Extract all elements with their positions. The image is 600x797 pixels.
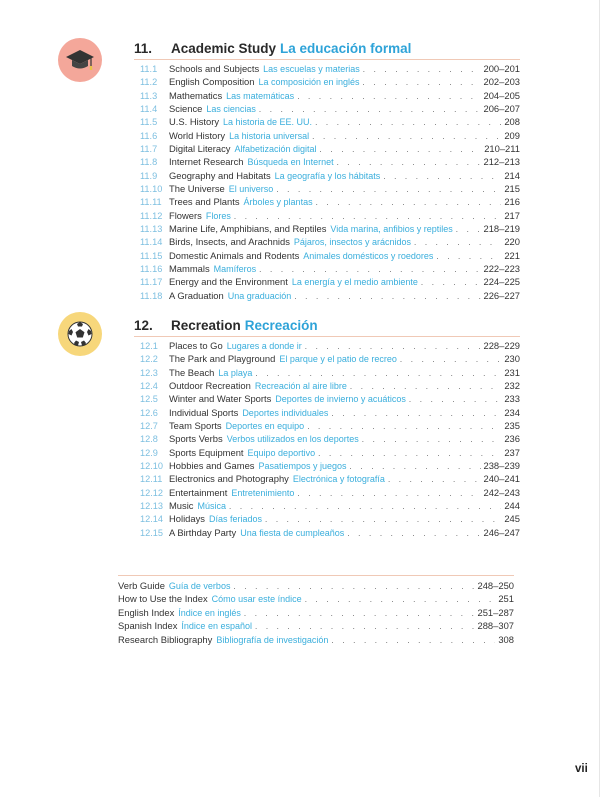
dot-leader xyxy=(318,447,501,460)
entry-title-es: Bibliografía de investigación xyxy=(216,634,329,645)
dot-leader xyxy=(259,263,480,276)
entry-title-es: Una graduación xyxy=(227,290,292,301)
entry-title-es: Música xyxy=(197,500,226,511)
toc-entry[interactable] xyxy=(140,526,520,539)
section-title-es: La educación formal xyxy=(280,41,412,56)
entry-page: 221 xyxy=(504,249,520,261)
entry-page: 233 xyxy=(504,393,520,405)
toc-entry[interactable] xyxy=(140,182,520,195)
entry-number: 11.1 xyxy=(140,64,158,74)
dot-leader xyxy=(363,63,481,76)
entry-page: 202–203 xyxy=(483,76,520,88)
entry-number: 12.10 xyxy=(140,460,163,471)
dot-leader xyxy=(259,103,481,116)
entry-page: 232 xyxy=(504,379,520,391)
entry-page: 208 xyxy=(504,116,520,128)
entry-number: 11.15 xyxy=(140,250,163,261)
entry-page: 212–213 xyxy=(483,156,520,168)
entry-title-en: A Graduation xyxy=(169,289,224,301)
entry-number: 11.3 xyxy=(140,90,158,101)
toc-entry[interactable] xyxy=(140,339,520,352)
entry-number: 11.4 xyxy=(140,103,158,114)
toc-list xyxy=(140,339,520,539)
entry-page: 210–211 xyxy=(484,142,520,154)
soccer-ball-icon xyxy=(58,312,102,356)
entry-title-en: A Birthday Party xyxy=(169,526,237,538)
entry-number: 11.17 xyxy=(140,277,163,288)
section-heading xyxy=(134,41,520,60)
entry-number: 12.15 xyxy=(140,527,163,538)
toc-entry[interactable] xyxy=(118,579,514,592)
entry-title-en: Mammals xyxy=(169,262,210,274)
entry-title-es: Lugares a donde ir xyxy=(226,341,302,351)
section-number: 12. xyxy=(134,318,153,333)
toc-entry[interactable] xyxy=(118,633,514,646)
entry-number: 11.9 xyxy=(140,170,158,181)
entry-number: 12.5 xyxy=(140,394,158,405)
entry-number: 11.16 xyxy=(140,263,163,274)
entry-title-en: Mathematics xyxy=(169,89,223,101)
entry-title-es: Guía de verbos xyxy=(168,581,231,591)
entry-title-en: Birds, Insects, and Arachnids xyxy=(169,236,290,248)
section-title-en: Recreation xyxy=(171,318,241,333)
dot-leader xyxy=(265,513,501,526)
toc-list xyxy=(140,62,520,302)
entry-title-es: Entretenimiento xyxy=(231,487,295,498)
dot-leader xyxy=(388,473,481,486)
entry-number: 12.6 xyxy=(140,407,158,418)
toc-entry[interactable] xyxy=(140,275,520,288)
entry-title-es: Alfabetización digital xyxy=(234,143,317,154)
entry-page: 228–229 xyxy=(483,340,520,351)
dot-leader xyxy=(297,90,480,103)
entry-title-es: Las ciencias xyxy=(206,103,256,114)
entry-title-es: Árboles y plantas xyxy=(243,197,313,208)
toc-entry[interactable] xyxy=(140,129,520,142)
toc-entry[interactable] xyxy=(140,155,520,168)
entry-number: 12.11 xyxy=(140,474,163,485)
entry-title-es: Flores xyxy=(205,210,231,221)
entry-title-en: The Park and Playground xyxy=(169,353,276,365)
page-number: vii xyxy=(575,763,588,775)
entry-title-en: Internet Research xyxy=(169,156,244,168)
toc-entry[interactable] xyxy=(140,459,520,472)
toc-entry[interactable] xyxy=(140,115,520,128)
toc-entry[interactable] xyxy=(118,606,514,619)
entry-number: 12.8 xyxy=(140,434,158,445)
entry-page: 238–239 xyxy=(483,459,520,471)
entry-page: 226–227 xyxy=(483,289,520,301)
toc-entry[interactable] xyxy=(140,512,520,525)
toc-entry[interactable] xyxy=(118,592,514,605)
entry-title-es: Días feriados xyxy=(208,514,262,525)
entry-page: 215 xyxy=(504,182,520,194)
dot-leader xyxy=(315,116,501,129)
dot-leader xyxy=(331,407,501,420)
entry-title-en: The Universe xyxy=(169,182,225,194)
entry-title-en: Research Bibliography xyxy=(118,633,213,645)
entry-title-es: Una fiesta de cumpleaños xyxy=(240,527,345,538)
entry-title-en: Music xyxy=(169,499,194,511)
dot-leader xyxy=(234,210,502,223)
entry-title-es: El universo xyxy=(228,183,274,194)
entry-title-en: Trees and Plants xyxy=(169,196,240,208)
toc-entry[interactable] xyxy=(140,222,520,235)
entry-title-en: World History xyxy=(169,129,226,141)
entry-page: 251 xyxy=(498,593,514,605)
entry-number: 11.10 xyxy=(140,183,163,194)
entry-title-en: Winter and Water Sports xyxy=(169,393,272,405)
entry-title-es: Verbos utilizados en los deportes xyxy=(226,434,359,445)
entry-page: 206–207 xyxy=(483,102,520,114)
section-title-en: Academic Study xyxy=(171,41,277,56)
dot-leader xyxy=(316,196,502,209)
dot-leader xyxy=(436,250,501,263)
toc-entry[interactable] xyxy=(140,142,520,155)
entry-number: 12.12 xyxy=(140,487,163,498)
dot-leader xyxy=(229,500,501,513)
entry-page: 245 xyxy=(504,513,520,525)
dot-leader xyxy=(312,130,501,143)
entry-title-es: Deportes individuales xyxy=(242,407,329,418)
entry-number: 12.13 xyxy=(140,500,163,511)
toc-entry[interactable] xyxy=(140,262,520,275)
toc-entry[interactable] xyxy=(140,392,520,405)
toc-entry[interactable] xyxy=(140,209,520,222)
entry-title-es: Deportes en equipo xyxy=(225,420,305,431)
entry-title-en: English Index xyxy=(118,606,175,618)
entry-title-en: How to Use the Index xyxy=(118,593,208,605)
entry-title-en: The Beach xyxy=(169,366,215,378)
entry-title-es: La composición en inglés xyxy=(258,77,360,88)
entry-number: 11.8 xyxy=(140,157,158,168)
dot-leader xyxy=(337,156,481,169)
entry-title-en: Domestic Animals and Rodents xyxy=(169,249,300,261)
entry-title-es: Mamíferos xyxy=(213,263,257,274)
entry-number: 12.7 xyxy=(140,420,158,431)
entry-number: 11.14 xyxy=(140,237,163,248)
dot-leader xyxy=(305,340,481,353)
entry-page: 209 xyxy=(504,129,520,141)
entry-page: 204–205 xyxy=(483,89,520,101)
entry-title-es: La historia de EE. UU. xyxy=(223,117,313,128)
toc-entry[interactable] xyxy=(140,195,520,208)
toc-entry[interactable] xyxy=(140,169,520,182)
toc-entry[interactable] xyxy=(140,432,520,445)
entry-title-en: Science xyxy=(169,102,203,114)
entry-page: 236 xyxy=(504,433,520,445)
dot-leader xyxy=(276,183,501,196)
entry-title-en: Outdoor Recreation xyxy=(169,379,251,391)
entry-page: 217 xyxy=(504,209,520,221)
entry-page: 288–307 xyxy=(477,620,514,632)
entry-title-es: Las escuelas y materias xyxy=(263,64,360,74)
toc-entry[interactable] xyxy=(140,419,520,432)
entry-page: 231 xyxy=(504,366,520,378)
entry-page: 235 xyxy=(504,419,520,431)
dot-leader xyxy=(421,276,481,289)
entry-title-en: Verb Guide xyxy=(118,580,165,591)
entry-number: 11.11 xyxy=(140,197,162,208)
toc-entry[interactable] xyxy=(140,406,520,419)
dot-leader xyxy=(456,223,481,236)
entry-number: 12.1 xyxy=(140,341,158,351)
entry-title-es: La historia universal xyxy=(229,130,310,141)
entry-page: 248–250 xyxy=(477,580,514,591)
toc-entry[interactable] xyxy=(140,446,520,459)
entry-title-es: Índice en inglés xyxy=(178,607,241,618)
toc-entry[interactable] xyxy=(140,235,520,248)
entry-title-es: Búsqueda en Internet xyxy=(247,157,334,168)
dot-leader xyxy=(305,593,496,606)
entry-page: 244 xyxy=(504,499,520,511)
entry-title-en: Hobbies and Games xyxy=(169,459,255,471)
entry-title-es: La geografía y los hábitats xyxy=(274,170,381,181)
entry-title-en: Individual Sports xyxy=(169,406,239,418)
entry-title-es: Animales domésticos y roedores xyxy=(303,250,434,261)
entry-title-es: Cómo usar este índice xyxy=(211,594,302,605)
entry-page: 214 xyxy=(504,169,520,181)
toc-entry[interactable] xyxy=(140,289,520,302)
entry-number: 12.3 xyxy=(140,367,158,378)
dot-leader xyxy=(255,367,501,380)
entry-page: 230 xyxy=(504,353,520,365)
entry-number: 11.2 xyxy=(140,77,158,88)
entry-title-en: Marine Life, Amphibians, and Reptiles xyxy=(169,222,327,234)
toc-entry[interactable] xyxy=(140,486,520,499)
entry-number: 11.12 xyxy=(140,210,163,221)
entry-title-en: Flowers xyxy=(169,209,202,221)
entry-title-es: Recreación al aire libre xyxy=(254,380,347,391)
entry-number: 12.2 xyxy=(140,354,158,365)
entry-page: 224–225 xyxy=(483,276,520,288)
toc-entry[interactable] xyxy=(140,352,520,365)
entry-page: 237 xyxy=(504,446,520,458)
back-matter-list xyxy=(118,575,514,646)
toc-entry[interactable] xyxy=(140,379,520,392)
entry-title-en: Places to Go xyxy=(169,340,223,351)
toc-entry[interactable] xyxy=(140,472,520,485)
entry-title-en: Schools and Subjects xyxy=(169,63,260,74)
entry-number: 11.13 xyxy=(140,223,163,234)
entry-title-en: Holidays xyxy=(169,513,205,525)
entry-number: 11.6 xyxy=(140,130,158,141)
dot-leader xyxy=(320,143,482,156)
entry-title-en: Sports Verbs xyxy=(169,433,223,445)
dot-leader xyxy=(294,290,480,303)
entry-page: 218–219 xyxy=(483,222,520,234)
entry-title-en: U.S. History xyxy=(169,116,220,128)
entry-title-en: Geography and Habitats xyxy=(169,169,271,181)
dot-leader xyxy=(350,460,481,473)
toc-entry[interactable] xyxy=(140,102,520,115)
entry-title-en: Spanish Index xyxy=(118,620,178,632)
entry-page: 251–287 xyxy=(477,606,514,618)
entry-page: 216 xyxy=(504,196,520,208)
entry-number: 12.9 xyxy=(140,447,158,458)
toc-entry[interactable] xyxy=(140,75,520,88)
entry-page: 220 xyxy=(504,236,520,248)
entry-title-es: Electrónica y fotografía xyxy=(292,474,385,485)
entry-page: 200–201 xyxy=(483,63,520,74)
entry-title-en: English Composition xyxy=(169,76,255,88)
toc-entry[interactable] xyxy=(140,89,520,102)
dot-leader xyxy=(233,580,474,593)
dot-leader xyxy=(350,380,501,393)
entry-title-es: Pasatiempos y juegos xyxy=(258,460,347,471)
dot-leader xyxy=(414,236,501,249)
entry-page: 234 xyxy=(504,406,520,418)
dot-leader xyxy=(347,527,480,540)
dot-leader xyxy=(244,607,475,620)
entry-title-es: El parque y el patio de recreo xyxy=(279,354,397,365)
section-number: 11. xyxy=(134,41,153,56)
toc-entry[interactable] xyxy=(140,62,520,75)
dot-leader xyxy=(383,170,501,183)
entry-title-es: Equipo deportivo xyxy=(247,447,316,458)
dot-leader xyxy=(363,76,481,89)
entry-title-en: Sports Equipment xyxy=(169,446,244,458)
toc-entry[interactable] xyxy=(140,366,520,379)
dot-leader xyxy=(307,420,501,433)
entry-title-es: Pájaros, insectos y arácnidos xyxy=(293,237,411,248)
dot-leader xyxy=(409,393,501,406)
entry-title-en: Team Sports xyxy=(169,419,222,431)
entry-number: 12.4 xyxy=(140,380,158,391)
toc-entry[interactable] xyxy=(118,619,514,632)
entry-number: 12.14 xyxy=(140,514,163,525)
entry-title-en: Digital Literacy xyxy=(169,142,231,154)
entry-page: 308 xyxy=(498,633,514,645)
dot-leader xyxy=(297,487,480,500)
section-heading xyxy=(134,318,520,337)
entry-title-es: La playa xyxy=(218,367,253,378)
entry-title-es: Las matemáticas xyxy=(226,90,295,101)
entry-page: 242–243 xyxy=(483,486,520,498)
entry-page: 246–247 xyxy=(483,526,520,538)
dot-leader xyxy=(255,620,475,633)
entry-number: 11.5 xyxy=(140,117,158,128)
toc-entry[interactable] xyxy=(140,499,520,512)
entry-title-en: Energy and the Environment xyxy=(169,276,288,288)
entry-title-es: La energía y el medio ambiente xyxy=(291,277,418,288)
entry-title-es: Deportes de invierno y acuáticos xyxy=(275,394,406,405)
entry-title-en: Electronics and Photography xyxy=(169,473,289,485)
entry-number: 11.7 xyxy=(140,143,158,154)
graduation-cap-icon xyxy=(58,38,102,82)
toc-entry[interactable] xyxy=(140,249,520,262)
entry-page: 222–223 xyxy=(483,262,520,274)
dot-leader xyxy=(400,353,501,366)
dot-leader xyxy=(331,634,495,647)
entry-number: 11.18 xyxy=(140,290,163,301)
dot-leader xyxy=(362,433,502,446)
entry-title-en: Entertainment xyxy=(169,486,228,498)
section-title-es: Recreación xyxy=(244,318,318,333)
entry-page: 240–241 xyxy=(483,473,520,485)
entry-title-es: Índice en español xyxy=(181,621,252,632)
entry-title-es: Vida marina, anfibios y reptiles xyxy=(330,223,453,234)
